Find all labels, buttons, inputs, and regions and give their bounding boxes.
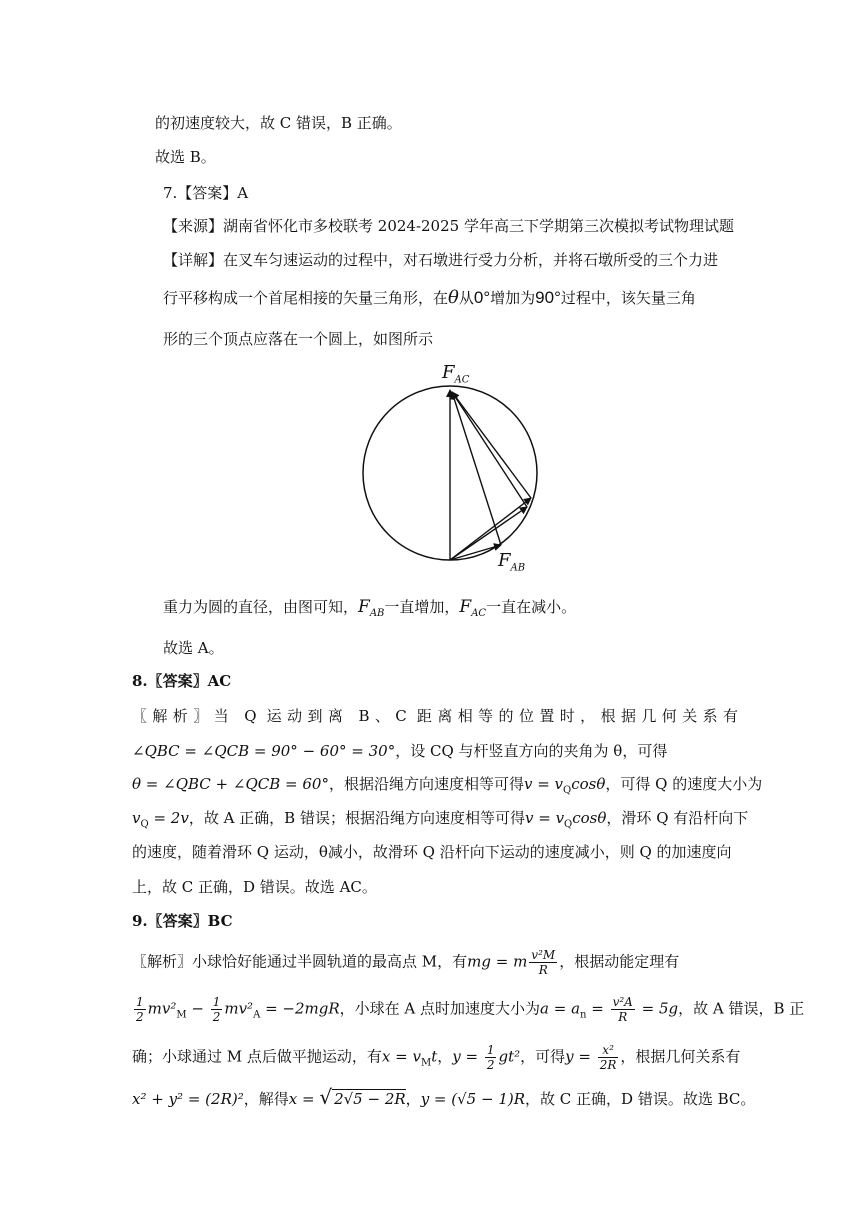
q8-answer: 8.〖答案〗AC xyxy=(132,672,232,690)
fac-arrow-2 xyxy=(452,392,527,507)
q7-conclusion: 重力为圆的直径，由图可知，$F_{AB}$一直增加，$F_{AC}$一直在减小。 xyxy=(163,597,577,619)
q8-line1: 〖解析〗当 Q 运动到离 B、C 距离相等的位置时，根据几何关系有 xyxy=(132,707,738,725)
force-triangle-diagram xyxy=(355,360,555,580)
q6-choice: 故选 B。 xyxy=(155,148,216,166)
q8-line2: ∠QBC = ∠QCB = 90° − 60° = 30°，设 CQ 与杆竖直方向的夹角为 θ，可得 xyxy=(132,742,668,760)
label-fab: $F_{AB}$ xyxy=(498,550,526,574)
q8-line3: θ = ∠QBC + ∠QCB = 60°，根据沿绳方向速度相等可得$v = v_Q\cos\theta$，可得 Q 的速度大小为 xyxy=(132,775,763,796)
q6-conclusion: 的初速度较大，故 C 错误，B 正确。 xyxy=(155,114,402,132)
q9-line4: x² + y² = (2R)²，解得x = √ 2√5 − 2R，y = (√5 − 1)R，故 C 正确，D 错误。故选 BC。 xyxy=(132,1085,756,1109)
q7-detail-line1: 【详解】在叉车匀速运动的过程中，对石墩进行受力分析，并将石墩所受的三个力进 xyxy=(163,251,719,269)
label-fac: $F_{AC}$ xyxy=(442,362,470,386)
q9-answer: 9.〖答案〗BC xyxy=(132,912,233,930)
q8-line4: $v_Q = 2v$，故 A 正确，B 错误；根据沿绳方向速度相等可得$v = v_Q\cos\theta$，滑环 Q 有沿杆向下 xyxy=(132,809,749,830)
q9-line3: 确；小球通过 M 点后做平抛运动，有$x = v_Mt$，y = $\frac{1}{2}$ gt²，可得y = $\frac{\text{x²}}{2R}$ ，根据几何关系有 xyxy=(132,1043,741,1072)
fac-arrow-1 xyxy=(452,392,501,545)
q7-answer: 7.【答案】A xyxy=(163,184,249,202)
q7-source: 【来源】湖南省怀化市多校联考 2024-2025 学年高三下学期第三次模拟考试物理试题 xyxy=(163,217,734,235)
q7-choice: 故选 A。 xyxy=(163,639,224,657)
fab-arrow-1 xyxy=(450,545,501,560)
q9-line2: $\frac{1}{2}$ $mv^2_M$ − $\frac{1}{2}$ $mv^2_A = -2mgR$，小球在 A 点时加速度大小为$a = a_n$ = $\frac{\text{v²A}}{R}$ = 5g，故 A 错误，B 正 xyxy=(136,995,805,1024)
q8-line6: 上，故 C 正确，D 错误。故选 AC。 xyxy=(132,878,377,896)
q7-detail-line3: 形的三个顶点应落在一个圆上，如图所示 xyxy=(163,330,434,348)
q7-detail-line2: 行平移构成一个首尾相接的矢量三角形，在θ从0°增加为90°过程中，该矢量三角 xyxy=(163,287,696,308)
q8-line5: 的速度，随着滑环 Q 运动，θ减小，故滑环 Q 沿杆向下运动的速度减小，则 Q 的加速度向 xyxy=(132,843,732,861)
q9-line1: 〖解析〗小球恰好能通过半圆轨道的最高点 M，有mg = m $\frac{\text{v²M}}{R}$ ，根据动能定理有 xyxy=(132,948,680,977)
fac-arrow-3 xyxy=(452,392,531,498)
